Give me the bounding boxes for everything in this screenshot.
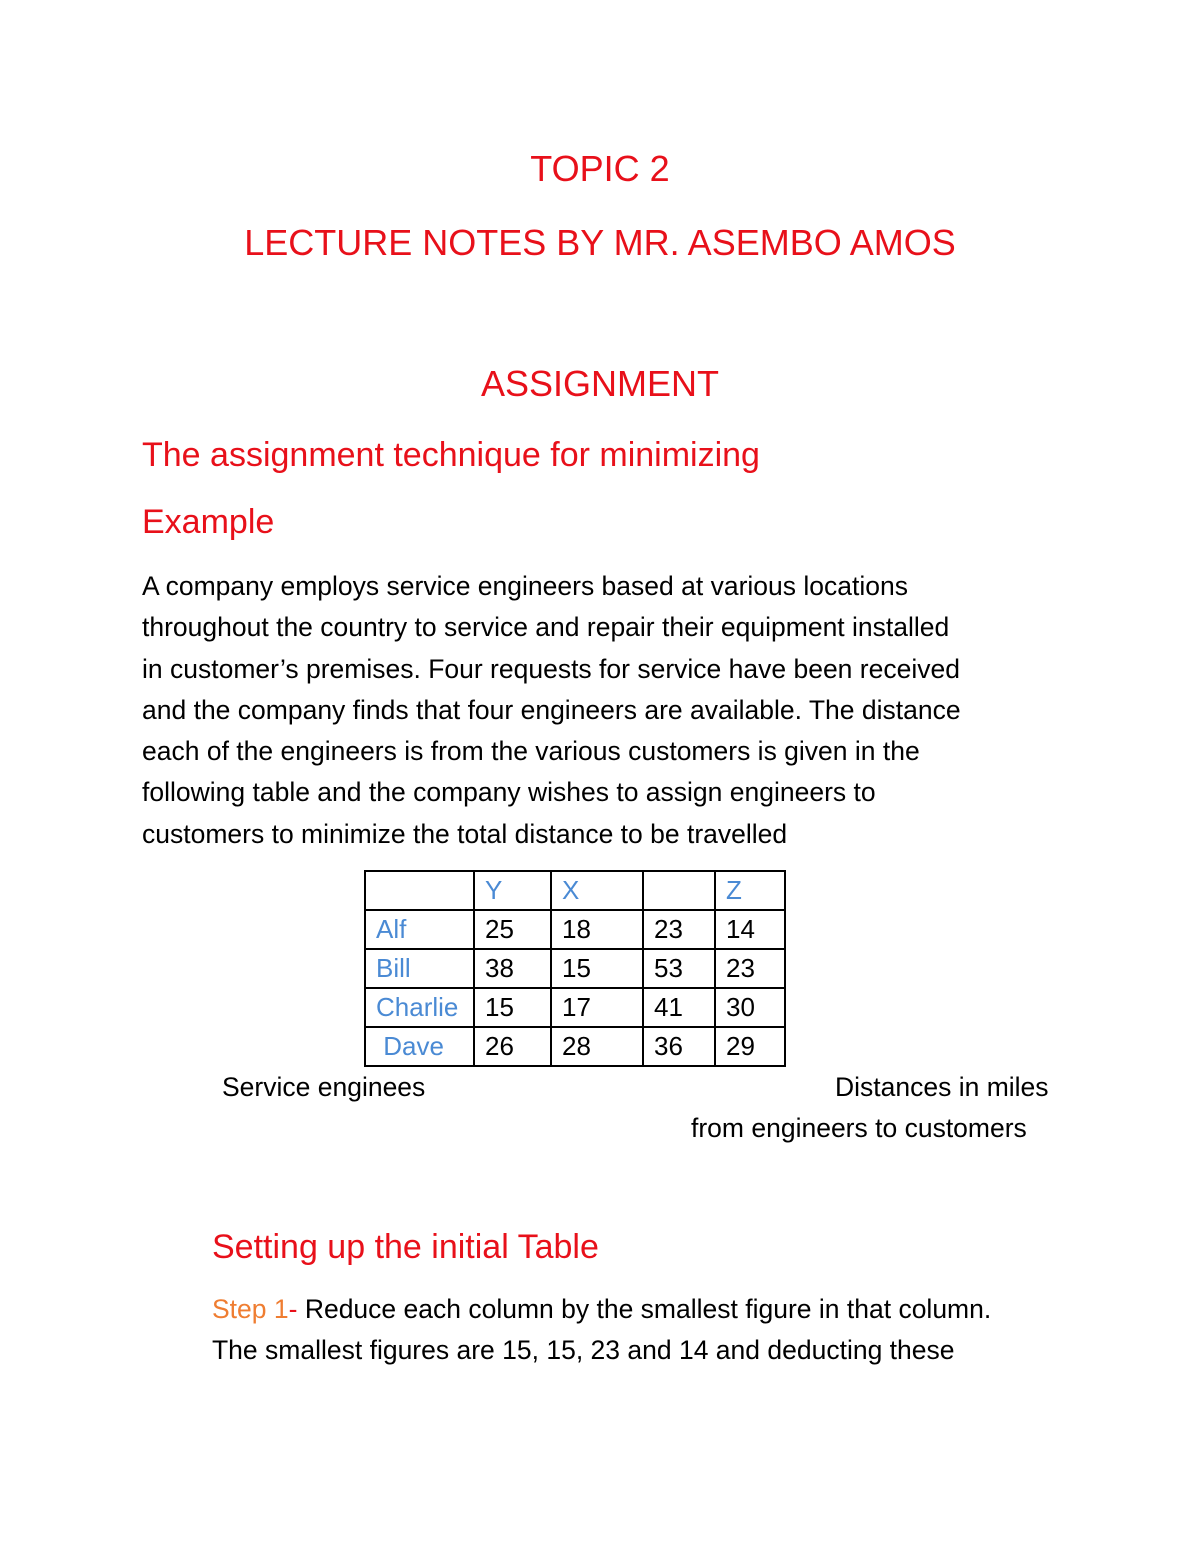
subtitle-heading: The assignment technique for minimizing [142,436,760,474]
paragraph-line: each of the engineers is from the various customers is given in the [142,736,920,767]
lecturer-title: LECTURE NOTES BY MR. ASEMBO AMOS [244,222,956,263]
problem-paragraph [142,566,961,855]
table-cell: 41 [643,988,715,1027]
row-label: Dave [365,1027,474,1066]
table-cell: 18 [551,910,643,949]
table-row [365,949,785,988]
table-row [365,910,785,949]
header-cell: Z [715,871,785,910]
caption-engineers: Service enginees [222,1072,426,1102]
step-instruction [212,1294,991,1325]
table-cell: 23 [643,910,715,949]
table-cell: 25 [474,910,551,949]
row-label: Charlie [365,988,474,1027]
paragraph-line: following table and the company wishes to assign engineers to [142,777,876,808]
header-cell: Y [474,871,551,910]
table-cell: 29 [715,1027,785,1066]
paragraph-line: throughout the country to service and repair their equipment installed [142,612,950,643]
example-heading: Example [142,503,275,541]
paragraph-line: and the company finds that four engineers are available. The distance [142,694,961,725]
table-cell: 15 [474,988,551,1027]
step-instruction-line2: The smallest figures are 15, 15, 23 and 14 and deducting these [212,1335,955,1365]
section-title: ASSIGNMENT [480,363,720,404]
table-cell: 38 [474,949,551,988]
table-cell: 28 [551,1027,643,1066]
setup-heading: Setting up the initial Table [212,1228,599,1266]
caption-distances-line2: from engineers to customers [691,1113,1027,1143]
caption-distances: Distances in miles [835,1072,1049,1102]
paragraph-line: customers to minimize the total distance to be travelled [142,818,788,849]
step-label: Step 1 [212,1294,289,1324]
table-row [365,988,785,1027]
row-label: Bill [365,949,474,988]
table-cell: 36 [643,1027,715,1066]
table-row [365,1027,785,1066]
header-cell [643,871,715,910]
header-cell [365,871,474,910]
row-label: Alf [365,910,474,949]
distance-table [364,870,786,1067]
table-cell: 17 [551,988,643,1027]
table-cell: 26 [474,1027,551,1066]
table-cell: 23 [715,949,785,988]
table-cell: 53 [643,949,715,988]
step-text: Reduce each column by the smallest figure in that column. [297,1294,992,1324]
step-separator: - [288,1294,298,1324]
table-cell: 30 [715,988,785,1027]
topic-title: TOPIC 2 [530,148,670,189]
table-cell: 14 [715,910,785,949]
paragraph-line: A company employs service engineers based at various locations [142,571,908,601]
paragraph-line: in customer’s premises. Four requests for service have been received [142,653,960,684]
table-header-row [365,871,785,910]
table-cell: 15 [551,949,643,988]
header-cell: X [551,871,643,910]
